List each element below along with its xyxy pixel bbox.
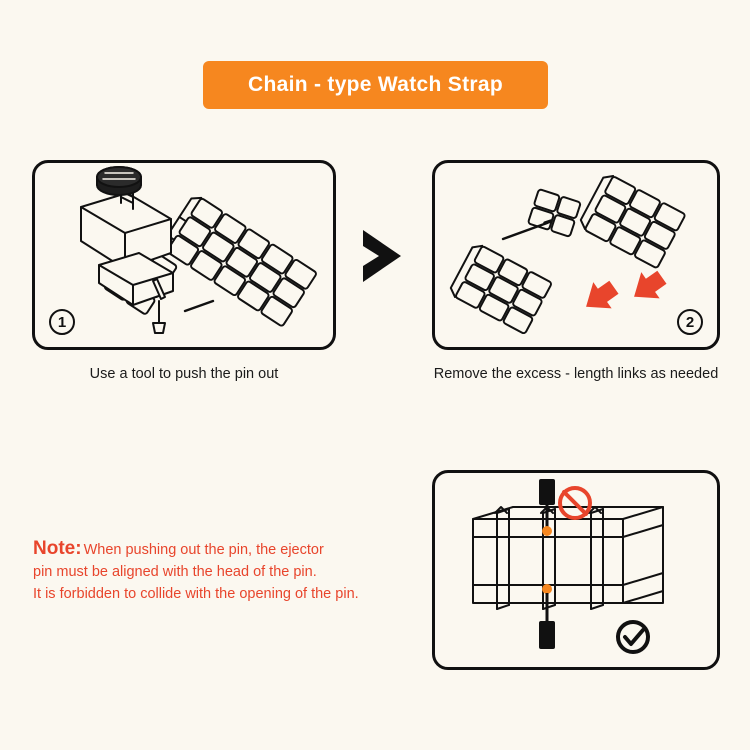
step-panel-1 — [32, 160, 336, 350]
note-line-2: pin must be aligned with the head of the pin. — [33, 564, 317, 580]
note-label: Note: — [33, 538, 82, 559]
chevron-right-icon — [357, 228, 409, 284]
page-title-badge — [203, 61, 548, 109]
illustration-step-1 — [35, 163, 333, 347]
step-caption-2: Remove the excess - length links as needed — [433, 366, 719, 382]
step-caption-1: Use a tool to push the pin out — [89, 366, 279, 382]
note-block — [33, 538, 413, 605]
note-line-3: It is forbidden to collide with the opening of the pin. — [33, 586, 359, 602]
step-panel-2 — [432, 160, 720, 350]
detail-panel — [432, 470, 720, 670]
illustration-pin-alignment — [435, 473, 717, 667]
step-number-2: 2 — [677, 309, 703, 335]
illustration-step-2 — [435, 163, 717, 347]
page-title: Chain - type Watch Strap — [248, 73, 503, 96]
note-line-1: When pushing out the pin, the ejector — [83, 542, 324, 558]
check-circle-icon — [618, 622, 648, 652]
step-number-1: 1 — [49, 309, 75, 335]
